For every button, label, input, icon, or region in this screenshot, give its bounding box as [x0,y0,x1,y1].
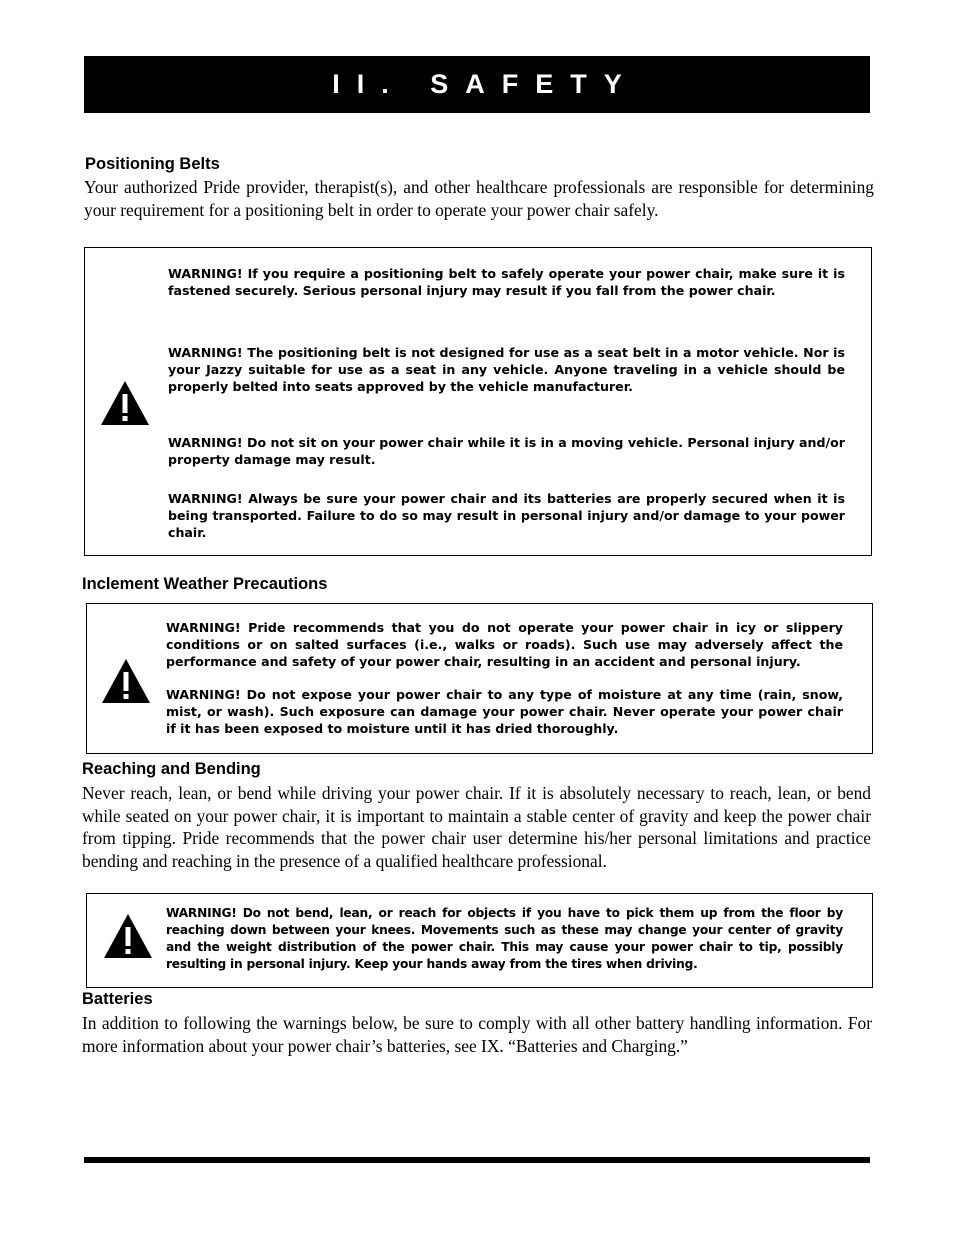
heading-reaching-bending: Reaching and Bending [82,760,261,778]
section-title: II. SAFETY [332,69,639,99]
heading-inclement-weather: Inclement Weather Precautions [82,575,328,593]
heading-positioning-belts: Positioning Belts [85,155,220,173]
warning-triangle-icon [101,658,151,704]
positioning-belt-warning-box [84,247,872,556]
warning-text: WARNING! If you require a positioning belt to safely operate your power chair, make sure it is fastened securely. Serious personal injury may result if you fall from the power chair. [168,266,845,298]
footer-rule [84,1157,870,1163]
positioning-belts-body: Your authorized Pride provider, therapist(s), and other healthcare professionals are responsible for determining your requirement for a positioning belt in order to operate your power chair safely. [84,177,874,220]
warning-text: WARNING! Pride recommends that you do not operate your power chair in icy or slippery conditions or on salted surfaces (i.e., walks or roads). Such use may adversely affect the performance and safety of your power chair, resulting in an accident and personal injury. [166,620,843,669]
warning-triangle-icon [100,380,150,426]
warning-text: WARNING! Do not expose your power chair to any type of moisture at any time (rain, snow, mist, or wash). Such exposure can damage your power chair. Never operate your power chair if it has been exposed to moisture until it has dried thoroughly. [166,687,843,736]
section-title-banner [84,56,870,113]
reaching-warning-box [86,893,873,988]
warning-text: WARNING! Do not sit on your power chair while it is in a moving vehicle. Personal injury and/or property damage may result. [168,435,845,467]
warning-text: WARNING! The positioning belt is not designed for use as a seat belt in a motor vehicle. Nor is your Jazzy suitable for use as a seat in any vehicle. Anyone traveling in a vehicle should be properly belted into seats approved by the vehicle manufacturer. [168,345,845,394]
warning-text: WARNING! Always be sure your power chair and its batteries are properly secured when it is being transported. Failure to do so may result in personal injury and/or damage to your power chair. [168,491,845,540]
weather-warning-box [86,603,873,754]
heading-batteries: Batteries [82,990,153,1008]
warning-text: WARNING! Do not bend, lean, or reach for objects if you have to pick them up from the floor by reaching down between your knees. Movements such as these may change your center of gravity and the weight distribution of the power chair. This may cause your power chair to tip, possibly resulting in personal injury. Keep your hands away from the tires when driving. [166,906,843,971]
warning-triangle-icon [103,913,153,959]
batteries-body: In addition to following the warnings below, be sure to comply with all other battery handling information. For more information about your power chair’s batteries, see IX. “Batteries and Charging.” [82,1013,872,1056]
reaching-bending-body: Never reach, lean, or bend while driving your power chair. If it is absolutely necessary to reach, lean, or bend while seated on your power chair, it is important to maintain a stable center of gravity and keep the power chair from tipping. Pride recommends that the power chair user determine his/her personal limitations and practice bending and reaching in the presence of a qualified healthcare professional. [82,783,871,871]
